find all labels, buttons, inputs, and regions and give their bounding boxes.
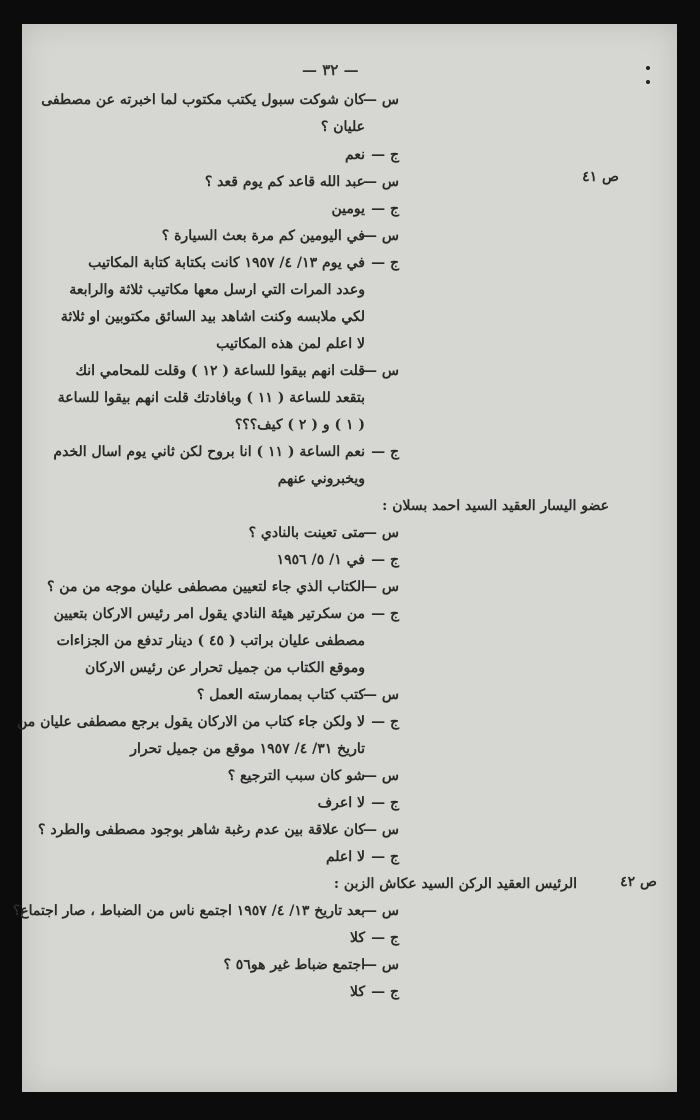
document-line [88,255,399,271]
document-line [345,147,399,163]
line-text: كلا [349,930,365,946]
line-tag: ج — [371,444,399,460]
document-line [235,417,399,433]
line-tag: س — [363,92,399,108]
section-heading [382,498,609,514]
document-line [331,201,399,217]
document-line [54,606,399,622]
document-line [130,741,399,757]
line-text: في ١/ ٥/ ١٩٥٦ [276,552,365,568]
document-line [75,363,399,379]
line-text: لا اعلم [325,849,365,865]
line-text: شو كان سبب الترجيع ؟ [227,768,365,784]
line-text: ويخبروني عنهم [277,471,365,487]
line-tag: ج — [371,201,399,217]
line-text: متى تعينت بالنادي ؟ [248,525,365,541]
line-tag: ج — [371,552,399,568]
document-line [326,849,399,865]
line-text: لا ولكن جاء كتاب من الاركان يقول برجع مصطفى عليان من [17,714,365,730]
line-text: نعم [345,147,365,163]
line-tag: س — [363,228,399,244]
document-line [61,309,399,325]
line-text: من سكرتير هيئة النادي يقول امر رئيس الاركان بتعيين [53,606,365,622]
document-line [85,660,399,676]
line-text: تاريخ ٣١/ ٤/ ١٩٥٧ موقع من جميل تحرار [130,741,365,757]
line-text: لا اعلم لمن هذه المكاتيب [216,336,365,352]
line-text: بعد تاريخ ١٣/ ٤/ ١٩٥٧ اجتمع ناس من الضباط ، صار اجتماع؟ [12,903,365,919]
line-text: في يوم ١٣/ ٤/ ١٩٥٧ كانت بكتابة كتابة المكاتيب [88,255,365,271]
line-tag: ج — [371,984,399,1000]
document-line [318,795,399,811]
line-tag: س — [363,525,399,541]
line-tag: ج — [371,849,399,865]
line-tag: س — [363,687,399,703]
line-text: لا اعرف [317,795,365,811]
document-line [162,228,399,244]
document-line [350,930,399,946]
line-tag: ج — [371,930,399,946]
document-line [216,336,399,352]
line-text: عليان ؟ [320,119,365,135]
document-line [41,92,399,108]
document-line [17,714,399,730]
line-text: مصطفى عليان براتب ( ٤٥ ) دينار تدفع من الجزاءات [56,633,365,649]
document-line [321,119,399,135]
document-line [197,687,399,703]
line-text: يومين [331,201,365,217]
document-page [12,24,677,1092]
line-text: وموقع الكتاب من جميل تحرار عن رئيس الاركان [85,660,365,676]
document-line [58,390,399,406]
punch-hole [646,66,650,70]
line-text: بتقعد للساعة ( ١١ ) وبافادتك قلت انهم بيقوا للساعة [57,390,365,406]
line-text: عضو اليسار العقيد السيد احمد بسلان : [382,498,609,514]
document-line [69,282,399,298]
document-line [57,633,399,649]
document-line [249,525,399,541]
document-line [223,957,399,973]
document-line [278,471,399,487]
line-tag: ج — [371,255,399,271]
document-line [350,984,399,1000]
document-line [53,444,399,460]
document-line [38,822,399,838]
line-tag: س — [363,579,399,595]
line-tag: ج — [371,795,399,811]
line-tag: ج — [371,147,399,163]
page-number: — ٣٢ — [302,61,359,79]
document-line [277,552,399,568]
line-text: قلت انهم بيقوا للساعة ( ١٢ ) وقلت للمحامي انك [75,363,365,379]
document-line [228,768,399,784]
line-text: عبد الله قاعد كم يوم قعد ؟ [204,174,365,190]
document-line [47,579,399,595]
line-text: نعم الساعة ( ١١ ) انا بروح لكن ثاني يوم اسال الخدم [53,444,365,460]
line-tag: س — [363,768,399,784]
line-tag: س — [363,363,399,379]
line-tag: ج — [371,606,399,622]
line-tag: ج — [371,714,399,730]
margin-note: ص ٤١ [582,169,619,185]
line-text: كتب كتاب بممارسته العمل ؟ [196,687,365,703]
line-text: لكي ملابسه وكنت اشاهد بيد السائق مكتوبين او ثلاثة [60,309,365,325]
document-line [13,903,399,919]
line-text: الكتاب الذي جاء لتعيين مصطفى عليان موجه من من ؟ [46,579,365,595]
margin-note: ص ٤٢ [620,874,657,890]
line-tag: س — [363,957,399,973]
document-line [205,174,399,190]
punch-hole [646,80,650,84]
section-heading [334,876,577,892]
line-text: الرئيس العقيد الركن السيد عكاش الزبن : [333,876,577,892]
line-text: كلا [349,984,365,1000]
line-text: ( ١ ) و ( ٢ ) كيف؟؟؟ [234,417,365,433]
line-tag: س — [363,903,399,919]
line-text: كان شوكت سبول يكتب مكتوب لما اخبرته عن مصطفى [41,92,365,108]
line-tag: س — [363,822,399,838]
line-tag: س — [363,174,399,190]
line-text: وعدد المرات التي ارسل معها مكاتيب ثلاثة والرابعة [69,282,365,298]
line-text: كان علاقة بين عدم رغبة شاهر بوجود مصطفى والطرد ؟ [38,822,365,838]
line-text: في اليومين كم مرة بعث السيارة ؟ [161,228,365,244]
line-text: اجتمع ضباط غير هو٥٦ ؟ [223,957,365,973]
